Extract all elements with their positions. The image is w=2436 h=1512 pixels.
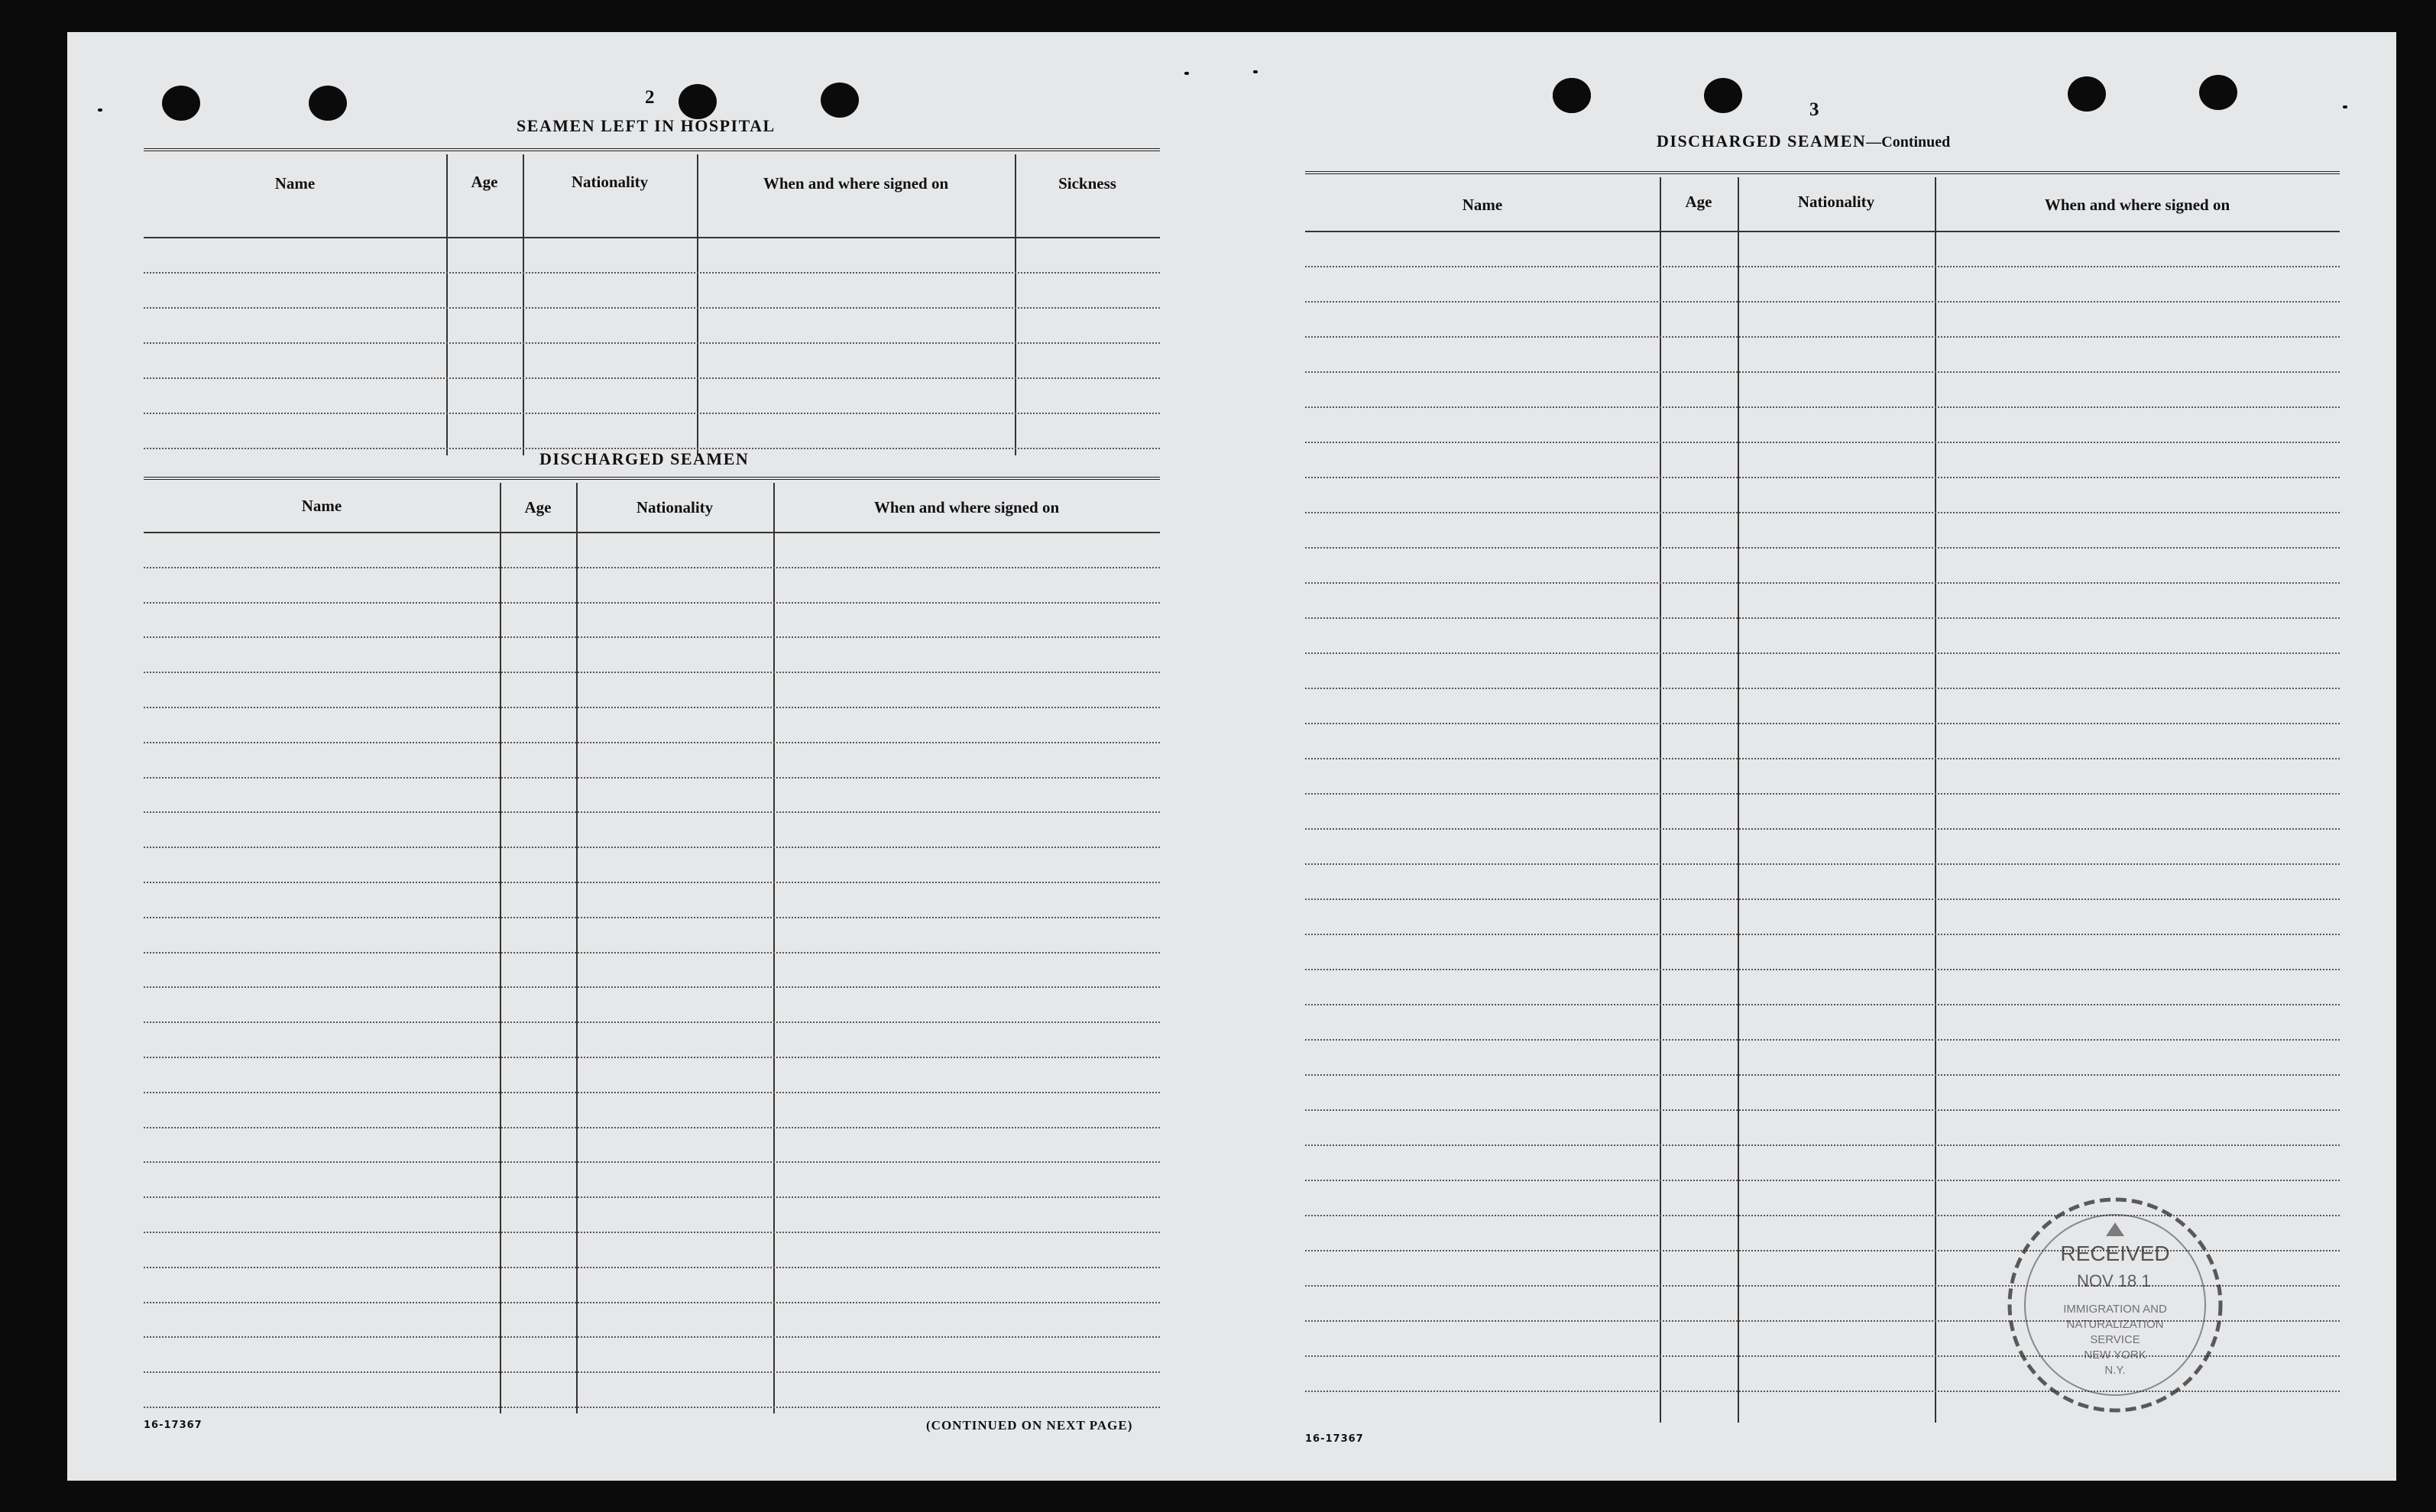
entry-row-line <box>144 952 1160 953</box>
entry-row-line <box>1305 547 2340 549</box>
received-stamp <box>2000 1190 2230 1420</box>
entry-row-line <box>1305 758 2340 759</box>
column-divider <box>697 154 698 455</box>
column-divider <box>576 483 578 1413</box>
stamp-agency-3: SERVICE <box>2090 1333 2140 1346</box>
entry-row-line <box>144 811 1160 813</box>
column-divider <box>773 483 775 1413</box>
entry-row-line <box>1305 266 2340 267</box>
section-title-hospital: SEAMEN LEFT IN HOSPITAL <box>517 116 776 135</box>
entry-row-line <box>144 1021 1160 1023</box>
header-underline <box>144 237 1160 238</box>
column-divider <box>523 154 524 455</box>
column-divider <box>500 483 501 1413</box>
entry-row-line <box>144 567 1160 568</box>
entry-row-line <box>144 707 1160 708</box>
entry-row-line <box>1305 934 2340 935</box>
entry-row-line <box>1305 793 2340 795</box>
entry-row-line <box>144 342 1160 344</box>
page-number: 3 <box>1809 99 1819 120</box>
entry-row-line <box>1305 969 2340 970</box>
form-number: 16-17367 <box>1305 1433 1364 1445</box>
document-sheet <box>67 32 2396 1481</box>
column-header-name: Name <box>274 174 316 193</box>
entry-row-line <box>1305 723 2340 724</box>
section-title-main: DISCHARGED SEAMEN <box>1657 131 1867 151</box>
scan-speck <box>98 108 102 112</box>
punch-hole <box>1553 78 1591 113</box>
column-divider <box>446 154 448 455</box>
column-divider <box>1738 177 1739 1423</box>
entry-row-line <box>1305 1039 2340 1041</box>
entry-row-line <box>144 1267 1160 1268</box>
punch-hole <box>2068 76 2106 112</box>
entry-row-line <box>144 847 1160 848</box>
stamp-city: NEW YORK <box>2084 1348 2146 1361</box>
hospital-top-rule <box>144 148 1160 151</box>
entry-row-line <box>1305 371 2340 373</box>
scan-speck <box>1253 70 1258 73</box>
column-header-nationality: Nationality <box>571 173 649 191</box>
column-header-signed-on: When and where signed on <box>2044 196 2230 214</box>
entry-row-line <box>144 1336 1160 1338</box>
column-header-age: Age <box>524 498 552 516</box>
entry-row-line <box>1305 1074 2340 1076</box>
entry-row-line <box>144 272 1160 274</box>
header-underline <box>1305 231 2340 232</box>
entry-row-line <box>144 602 1160 604</box>
punch-hole <box>821 83 859 118</box>
discharged-top-rule <box>144 477 1160 480</box>
entry-row-line <box>1305 1145 2340 1146</box>
entry-row-line <box>144 1302 1160 1303</box>
header-underline <box>144 532 1160 533</box>
entry-row-line <box>144 917 1160 918</box>
entry-row-line <box>1305 1180 2340 1181</box>
stamp-state: N.Y. <box>2104 1364 2126 1377</box>
entry-row-line <box>144 1057 1160 1058</box>
section-title-discharged-continued <box>1657 131 1950 151</box>
punch-hole <box>162 86 200 121</box>
stamp-received: RECEIVED <box>2060 1242 2170 1265</box>
entry-row-line <box>144 1407 1160 1408</box>
entry-row-line <box>144 672 1160 673</box>
entry-row-line <box>144 377 1160 379</box>
entry-row-line <box>1305 898 2340 900</box>
entry-row-line <box>144 1371 1160 1373</box>
entry-row-line <box>144 742 1160 743</box>
column-header-age: Age <box>1685 193 1712 211</box>
column-divider <box>1935 177 1936 1423</box>
entry-row-line <box>144 1232 1160 1233</box>
right-top-rule <box>1305 171 2340 174</box>
continued-note: (CONTINUED ON NEXT PAGE) <box>926 1418 1133 1433</box>
column-header-signed-on: When and where signed on <box>873 498 1060 516</box>
entry-row-line <box>1305 406 2340 408</box>
section-title-suffix: —Continued <box>1866 134 1951 151</box>
scan-speck <box>1184 72 1189 75</box>
punch-hole <box>1704 78 1742 113</box>
column-header-signed-on: When and where signed on <box>763 174 949 193</box>
column-header-name: Name <box>1462 196 1503 214</box>
section-title-discharged: DISCHARGED SEAMEN <box>539 449 750 468</box>
discharged-table <box>144 483 1160 1413</box>
stamp-date: NOV 18 1 <box>2077 1271 2151 1290</box>
punch-hole <box>2199 75 2237 110</box>
stamp-agency-2: NATURALIZATION <box>2066 1318 2164 1331</box>
column-header-nationality: Nationality <box>1797 193 1875 211</box>
column-header-sickness: Sickness <box>1058 174 1116 193</box>
entry-row-line <box>1305 688 2340 689</box>
stamp-agency-1: IMMIGRATION AND <box>2063 1303 2167 1316</box>
entry-row-line <box>1305 582 2340 584</box>
entry-row-line <box>144 1127 1160 1128</box>
entry-row-line <box>1305 652 2340 654</box>
hospital-table <box>144 154 1160 455</box>
entry-row-line <box>1305 301 2340 303</box>
punch-hole <box>679 84 717 119</box>
entry-row-line <box>1305 477 2340 478</box>
page-number: 2 <box>645 87 655 108</box>
entry-row-line <box>1305 442 2340 443</box>
entry-row-line <box>144 777 1160 779</box>
entry-row-line <box>1305 863 2340 865</box>
entry-row-line <box>1305 1109 2340 1111</box>
entry-row-line <box>144 1196 1160 1198</box>
column-divider <box>1015 154 1016 455</box>
punch-hole <box>309 86 347 121</box>
entry-row-line <box>1305 336 2340 338</box>
entry-row-line <box>144 986 1160 988</box>
column-header-age: Age <box>471 173 498 191</box>
entry-row-line <box>144 1092 1160 1093</box>
entry-row-line <box>1305 1004 2340 1005</box>
scan-speck <box>2343 105 2347 108</box>
column-divider <box>1660 177 1661 1423</box>
entry-row-line <box>144 636 1160 638</box>
entry-row-line <box>144 1161 1160 1163</box>
entry-row-line <box>144 413 1160 414</box>
column-header-name: Name <box>301 497 342 515</box>
column-header-nationality: Nationality <box>636 498 714 516</box>
entry-row-line <box>1305 512 2340 513</box>
entry-row-line <box>1305 617 2340 619</box>
form-number: 16-17367 <box>144 1420 202 1431</box>
entry-row-line <box>144 307 1160 309</box>
entry-row-line <box>144 882 1160 883</box>
entry-row-line <box>1305 828 2340 830</box>
